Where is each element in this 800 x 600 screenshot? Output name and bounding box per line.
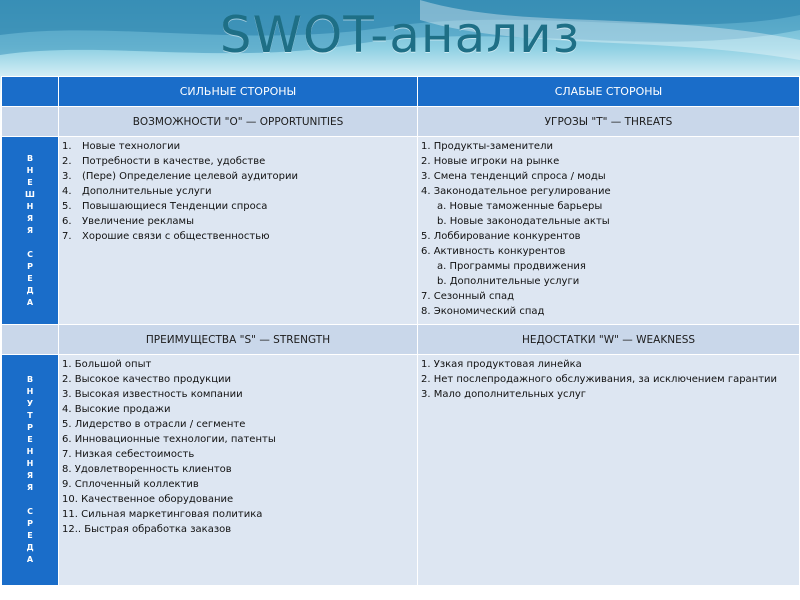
opportunity-text: Повышающиеся Тенденции спроса [82,201,268,212]
external-subheader-row [2,107,800,137]
side-label-letter: Е [27,273,33,283]
threat-item: 5. Лоббирование конкурентов [421,231,581,242]
side-label-letter: Р [27,261,33,271]
opportunity-item [59,199,417,214]
threat-subitem: a. Новые таможенные барьеры [437,201,603,212]
side-label-letter: Я [26,483,34,492]
corner-cell-light [2,107,59,137]
side-label-letter: Ш [25,189,35,199]
swot-header-row [2,77,800,107]
side-label-letter: Р [27,519,33,528]
weakness-item: 3. Мало дополнительных услуг [421,389,587,400]
threats-header: УГРОЗЫ "T" — THREATS [418,107,800,137]
strength-header: ПРЕИМУЩЕСТВА "S" — STRENGTH [59,325,418,355]
strengths-cell [59,355,418,586]
swot-table [1,76,800,586]
threats-cell [418,137,800,325]
strength-item: 1. Большой опыт [62,359,152,370]
internal-environment-label [2,355,59,586]
internal-body-row [2,355,800,586]
threat-item: 6. Активность конкурентов [421,246,566,257]
weaknesses-list [418,357,799,402]
opportunity-text: Хорошие связи с общественностью [82,231,270,242]
strength-item: 10. Качественное оборудование [62,494,234,505]
strength-item: 2. Высокое качество продукции [62,374,232,385]
corner-cell-light-2 [2,325,59,355]
strength-item: 8. Удовлетворенность клиентов [62,464,232,475]
strength-item: 3. Высокая известность компании [62,389,243,400]
opportunity-number: 1. [62,141,72,152]
opportunity-number: 3. [62,171,72,182]
side-label-letter: Н [26,459,34,468]
external-body-row [2,137,800,325]
side-label-letter: У [26,399,34,408]
side-label-letter: Н [26,447,34,456]
strength-item: 9. Сплоченный коллектив [62,479,199,490]
opportunities-header: ВОЗМОЖНОСТИ "O" — OPPORTUNITIES [59,107,418,137]
opportunity-number: 7. [62,231,72,242]
side-label-letter: Т [27,411,33,420]
side-label-letter: Р [27,423,33,432]
strength-item: 11. Сильная маркетинговая политика [62,509,263,520]
side-label-letter: Я [26,213,34,223]
opportunity-text: (Пере) Определение целевой аудитории [82,171,298,182]
opportunity-number: 2. [62,156,72,167]
threat-item: 3. Смена тенденций спроса / моды [421,171,606,182]
opportunity-text: Новые технологии [82,141,181,152]
strengths-header: СИЛЬНЫЕ СТОРОНЫ [59,77,418,107]
strengths-list [59,357,417,537]
side-label-letter: Н [26,201,34,211]
threats-list [418,139,799,319]
weakness-item: 1. Узкая продуктовая линейка [421,359,582,370]
threat-subitem: b. Новые законодательные акты [437,216,610,227]
opportunity-text: Увеличение рекламы [82,216,194,227]
side-label-letter: А [26,555,34,564]
side-label-letter: Е [27,177,33,187]
threat-subitem: b. Дополнительные услуги [437,276,580,287]
opportunity-item [59,154,417,169]
side-label-letter: С [27,249,33,259]
page-title: SWOT-анализ [219,6,581,64]
threat-item: 4. Законодательное регулирование [421,186,611,197]
side-label-letter: С [27,507,33,516]
strength-item: 12.. Быстрая обработка заказов [62,524,232,535]
side-label-gap [2,494,58,506]
side-label-letter: Е [27,435,33,444]
side-label-letter: Я [26,471,34,480]
opportunity-item [59,169,417,184]
opportunity-item [59,229,417,244]
strength-item: 7. Низкая себестоимость [62,449,195,460]
opportunity-item [59,214,417,229]
side-label-letter: В [26,153,34,163]
opportunity-text: Потребности в качестве, удобстве [82,156,266,167]
internal-subheader-row [2,325,800,355]
opportunity-item [59,184,417,199]
side-label-letter: В [26,375,34,384]
side-label-gap [2,237,58,249]
side-label-letter: Е [27,531,33,540]
threat-item: 8. Экономический спад [421,306,545,317]
side-label-letter: Я [26,225,34,235]
weaknesses-header: СЛАБЫЕ СТОРОНЫ [418,77,800,107]
strength-item: 6. Инновационные технологии, патенты [62,434,276,445]
side-label-letter: Н [26,165,34,175]
opportunity-number: 5. [62,201,72,212]
threat-item: 2. Новые игроки на рынке [421,156,560,167]
opportunity-text: Дополнительные услуги [82,186,212,197]
threat-item: 7. Сезонный спад [421,291,515,302]
side-label-letter: Д [26,285,34,295]
side-label-letter: А [26,297,34,307]
strength-item: 4. Высокие продажи [62,404,171,415]
threat-item: 1. Продукты-заменители [421,141,553,152]
weakness-header: НЕДОСТАТКИ "W" — WEAKNESS [418,325,800,355]
opportunity-item [59,139,417,154]
threat-subitem: a. Программы продвижения [437,261,586,272]
opportunities-cell [59,137,418,325]
external-environment-label [2,137,59,325]
opportunity-number: 6. [62,216,72,227]
weaknesses-cell [418,355,800,586]
weakness-item: 2. Нет послепродажного обслуживания, за исключением гарантии [421,374,778,385]
strength-item: 5. Лидерство в отрасли / сегменте [62,419,246,430]
side-label-letter: Д [26,543,34,552]
corner-cell [2,77,59,107]
opportunity-number: 4. [62,186,72,197]
side-label-letter: Н [26,387,34,396]
opportunities-list [59,139,417,244]
